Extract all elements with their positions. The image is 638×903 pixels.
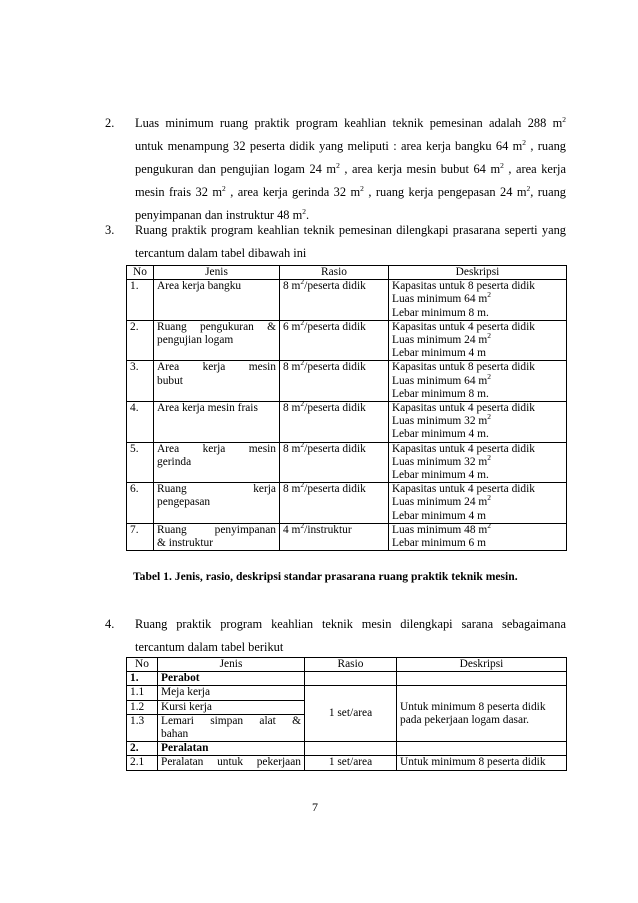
table-cell: Meja kerja <box>158 686 305 700</box>
prasarana-table <box>126 265 567 551</box>
table-row <box>127 280 567 321</box>
table-cell: 1.3 <box>127 714 158 741</box>
table-cell: 2. <box>127 320 154 361</box>
table-cell: 8 $m^2$/peserta didik <box>280 402 389 443</box>
table-cell: 5. <box>127 442 154 483</box>
table-cell: 6 $m^2$/peserta didik <box>280 320 389 361</box>
table-cell: 1 set/area <box>305 686 397 742</box>
table-cell: 4. <box>127 402 154 443</box>
table-cell <box>397 672 567 686</box>
table-row <box>127 442 567 483</box>
table-cell: 1.2 <box>127 700 158 714</box>
table-cell: 8 $m^2$/peserta didik <box>280 361 389 402</box>
table-cell: Ruang kerja pengepasan <box>154 483 280 524</box>
table-cell: Untuk minimum 8 peserta didik pada pekerjaan logam dasar. <box>397 686 567 742</box>
paragraph-line: Ruang praktik program keahlian teknik pemesinan dilengkapi prasarana seperti yang <box>135 223 566 237</box>
table-cell: 4 $m^2$/instruktur <box>280 523 389 550</box>
table-row <box>127 483 567 524</box>
paragraph-line: tercantum dalam tabel dibawah ini <box>135 246 307 260</box>
table-cell: 8 $m^2$/peserta didik <box>280 483 389 524</box>
table-cell: 1. <box>127 672 158 686</box>
paragraph-line: pengukuran dan pengujian logam 24 $m^2$ , area kerja mesin bubut 64 $m^2$ , area kerja <box>135 161 566 176</box>
table-cell: Kapasitas untuk 4 peserta didik Luas minimum 32 $m^2$ Lebar minimum 4 m. <box>389 402 567 443</box>
table-cell <box>305 742 397 756</box>
table-cell: 1.1 <box>127 686 158 700</box>
column-header: Jenis <box>158 658 305 672</box>
table-cell: Luas minimum 48 $m^2$ Lebar minimum 6 m <box>389 523 567 550</box>
paragraph <box>135 112 566 227</box>
table-row <box>127 742 567 756</box>
column-header: Jenis <box>154 266 280 280</box>
table-row <box>127 402 567 443</box>
column-header: No <box>127 266 154 280</box>
table-cell: Kapasitas untuk 8 peserta didik Luas minimum 64 $m^2$ Lebar minimum 8 m. <box>389 280 567 321</box>
table-cell: Ruang penyimpanan & instruktur <box>154 523 280 550</box>
table-cell: Kursi kerja <box>158 700 305 714</box>
sarana-table <box>126 657 567 771</box>
table-cell: 1 set/area <box>305 756 397 770</box>
table-cell: Kapasitas untuk 8 peserta didik Luas minimum 64 $m^2$ Lebar minimum 8 m. <box>389 361 567 402</box>
table-cell: 7. <box>127 523 154 550</box>
table-cell: Area kerja bangku <box>154 280 280 321</box>
table-cell: 6. <box>127 483 154 524</box>
table-cell: Kapasitas untuk 4 peserta didik Luas minimum 24 $m^2$ Lebar minimum 4 m <box>389 483 567 524</box>
paragraph-line: tercantum dalam tabel berikut <box>135 640 284 654</box>
section-label: Peralatan <box>158 742 305 756</box>
table-caption: Tabel 1. Jenis, rasio, deskripsi standar prasarana ruang praktik teknik mesin. <box>133 570 518 583</box>
section-label: Perabot <box>158 672 305 686</box>
page-number: 7 <box>312 800 318 814</box>
paragraph-line: Luas minimum ruang praktik program keahlian teknik pemesinan adalah 288 $m^2$ <box>135 115 566 130</box>
table-cell: Area kerja mesin bubut <box>154 361 280 402</box>
table-cell: 2.1 <box>127 756 158 770</box>
column-header: Rasio <box>280 266 389 280</box>
paragraph-line: Ruang praktik program keahlian teknik mesin dilengkapi sarana sebagaimana <box>135 617 566 631</box>
table-cell: Area kerja mesin gerinda <box>154 442 280 483</box>
table-cell: 8 $m^2$/peserta didik <box>280 280 389 321</box>
paragraph-line: untuk menampung 32 peserta didik yang meliputi : area kerja bangku 64 $m^2$ , ruang <box>135 138 566 153</box>
table-cell: 1. <box>127 280 154 321</box>
table-row <box>127 523 567 550</box>
table-row <box>127 672 567 686</box>
table-cell: Kapasitas untuk 4 peserta didik Luas minimum 32 $m^2$ Lebar minimum 4 m. <box>389 442 567 483</box>
table-header-row <box>127 266 567 280</box>
table-cell: 2. <box>127 742 158 756</box>
item-number: 3. <box>105 223 115 237</box>
table-cell: Ruang pengukuran & pengujian logam <box>154 320 280 361</box>
table-row <box>127 756 567 770</box>
table-cell <box>397 742 567 756</box>
table-cell: Lemari simpan alat & bahan <box>158 714 305 741</box>
column-header: No <box>127 658 158 672</box>
table-cell: 3. <box>127 361 154 402</box>
table-row <box>127 686 567 700</box>
table-cell: Kapasitas untuk 4 peserta didik Luas minimum 24 $m^2$ Lebar minimum 4 m <box>389 320 567 361</box>
column-header: Rasio <box>305 658 397 672</box>
table-cell: 8 $m^2$/peserta didik <box>280 442 389 483</box>
table-row <box>127 320 567 361</box>
table-cell: Area kerja mesin frais <box>154 402 280 443</box>
column-header: Deskripsi <box>397 658 567 672</box>
table-cell: Peralatan untuk pekerjaan <box>158 756 305 770</box>
column-header: Deskripsi <box>389 266 567 280</box>
item-number: 4. <box>105 617 115 631</box>
table-header-row <box>127 658 567 672</box>
item-number: 2. <box>105 116 115 130</box>
paragraph <box>135 613 566 659</box>
table-cell: Untuk minimum 8 peserta didik <box>397 756 567 770</box>
table-row <box>127 361 567 402</box>
paragraph <box>135 219 566 265</box>
table-cell <box>305 672 397 686</box>
paragraph-line: mesin frais 32 $m^2$ , area kerja gerinda 32 $m^2$ , ruang kerja pengepasan 24 $m^2$, ruang <box>135 184 566 199</box>
paragraph-line: penyimpanan dan instruktur 48 $m^2$. <box>135 207 310 222</box>
